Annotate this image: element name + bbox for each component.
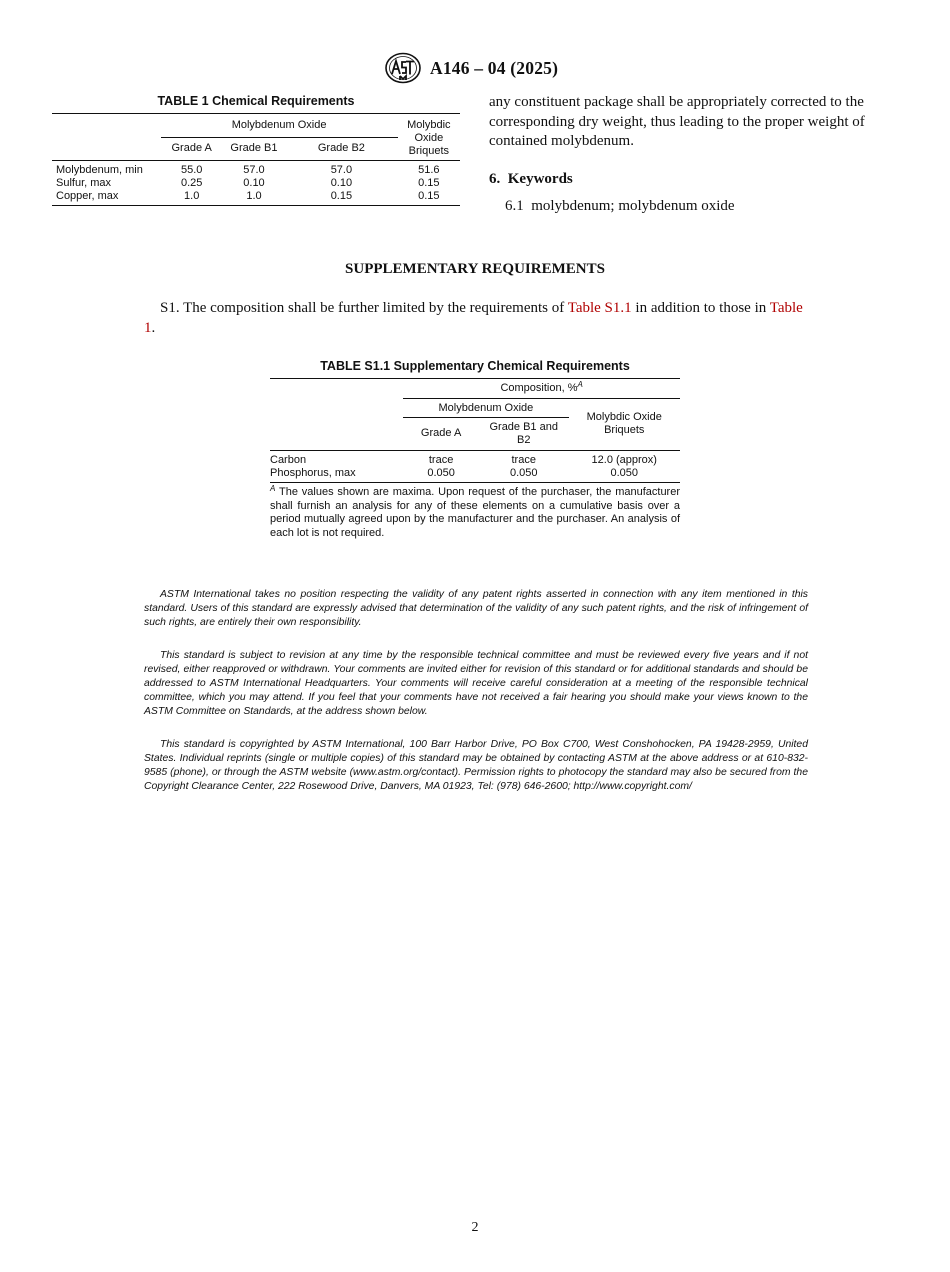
row-label: Copper, max — [56, 189, 119, 202]
row-label: Carbon — [270, 453, 307, 466]
s1-text: in addition to those in — [631, 300, 770, 316]
cell-value: trace — [428, 453, 454, 466]
table1-title: TABLE 1 Chemical Requirements — [157, 94, 355, 108]
cell-value: 0.10 — [243, 176, 265, 189]
copyright-notice: This standard is copyrighted by ASTM International, 100 Barr Harbor Drive, PO Box C700, West Conshohocken, PA 19428-2959, United States. Individual reprints (single or multiple copies) of this standard may be obtained by contacting ASTM at the above address or at 610-832-9585 (phone), or through the ASTM website (www.astm.org/contact). Permission rights to photocopy the standard may also be secured from the Copyright Clearance Center, 222 Rosewood Drive, Danvers, MA 01923, Tel: (978) 646-2600; http://www.copyright.com/ — [144, 739, 808, 792]
composition-header: Composition, %$^A$ — [403, 379, 680, 399]
s1-text: S1. The composition shall be further limited by the requirements of — [160, 300, 568, 316]
table1-col-header: Grade A — [161, 138, 223, 161]
tableS-corner — [270, 418, 403, 451]
cell-value: 51.6 — [418, 163, 440, 176]
row-label: Sulfur, max — [56, 176, 112, 189]
cell-value: 0.25 — [180, 176, 203, 189]
cell-value: 57.0 — [243, 163, 265, 176]
cell-value: 0.050 — [509, 466, 538, 479]
tableS-briquets-header: Molybdic Oxide Briquets — [586, 411, 662, 437]
tableS-col-header: Grade B1 and B2 — [489, 420, 558, 446]
footnote-text: The values shown are maxima. Upon request of the purchaser, the manufacturer shall furnish an analysis for any of these elements on a cumulative basis over a period mutually agreed upon by the manufacturer and the purchaser. An analysis of each lot is not required. — [270, 486, 681, 539]
s1-text: . — [151, 319, 156, 336]
patent-notice: ASTM International takes no position respecting the validity of any patent rights asserted in connection with any item mentioned in this standard. Users of this standard are expressly advised that determination of the validity of any such patent rights, and the risk of infringement of such rights, are entirely their own responsibility. — [144, 589, 808, 628]
astm-logo — [384, 52, 422, 84]
footnote-mark: A — [270, 484, 276, 493]
table-row — [52, 160, 460, 177]
page-number: 2 — [471, 1220, 479, 1235]
table-row — [270, 450, 680, 467]
cell-value: 12.0 (approx) — [591, 453, 657, 466]
cell-value: 57.0 — [330, 163, 353, 176]
section-heading: 6. Keywords — [489, 171, 573, 187]
cell-value: 0.050 — [610, 466, 639, 479]
cell-value: 55.0 — [180, 163, 203, 176]
cell-value: 0.15 — [418, 176, 440, 189]
table1 — [52, 113, 460, 206]
standard-designation: A146 – 04 (2025) — [430, 58, 559, 78]
table1-briquets-header: Molybdic Oxide Briquets — [398, 114, 460, 161]
tableS-col-header: Grade A — [420, 427, 462, 440]
table1-corner-lower — [52, 138, 161, 161]
table-1-link[interactable]: Table 1 — [144, 300, 803, 336]
table1-group-header: Molybdenum Oxide — [161, 114, 398, 138]
cell-value: trace — [511, 453, 536, 466]
revision-notice: This standard is subject to revision at any time by the responsible technical committee and must be reviewed every five years and if not revised, either reapproved or withdrawn. Your comments are invited either for revision of this standard or for additional standards and should be addressed to ASTM International Headquarters. Your comments will receive careful consideration at a meeting of the responsible technical committee, which you may attend. If you feel that your comments have not received a fair hearing you should make your views known to the ASTM Committee on Standards, at the address shown below. — [144, 650, 808, 717]
cell-value: 1.0 — [246, 189, 262, 202]
cell-value: 0.10 — [330, 176, 353, 189]
keywords-text: 6.1 molybdenum; molybdenum oxide — [505, 198, 735, 214]
table-row — [270, 467, 680, 483]
table-s1-1 — [270, 378, 680, 483]
table-s1-1-title: TABLE S1.1 Supplementary Chemical Requirements — [320, 359, 630, 373]
table-footnote — [270, 486, 680, 540]
table-row — [52, 177, 460, 190]
tableS-corner — [270, 399, 403, 418]
table1-corner — [52, 114, 161, 138]
cell-value: 1.0 — [184, 189, 200, 202]
table1-col-header: Grade B2 — [285, 138, 398, 161]
row-label: Phosphorus, max — [270, 466, 356, 479]
supplementary-heading: SUPPLEMENTARY REQUIREMENTS — [345, 261, 605, 277]
continuation-paragraph: any constituent package shall be appropriately corrected to the corresponding dry weight, thus leading to the proper weight of contained molybdenum. — [489, 94, 865, 149]
table1-col-header: Grade B1 — [223, 138, 285, 161]
cell-value: 0.15 — [330, 189, 353, 202]
cell-value: 0.15 — [418, 189, 440, 202]
cell-value: 0.050 — [427, 466, 455, 479]
tableS-corner — [270, 379, 403, 399]
table-row — [52, 190, 460, 206]
page-header — [0, 52, 950, 86]
s1-paragraph — [144, 299, 808, 338]
tableS-group-header: Molybdenum Oxide — [403, 399, 568, 418]
row-label: Molybdenum, min — [56, 163, 143, 176]
table-s1-1-link[interactable]: Table S1.1 — [567, 300, 632, 316]
